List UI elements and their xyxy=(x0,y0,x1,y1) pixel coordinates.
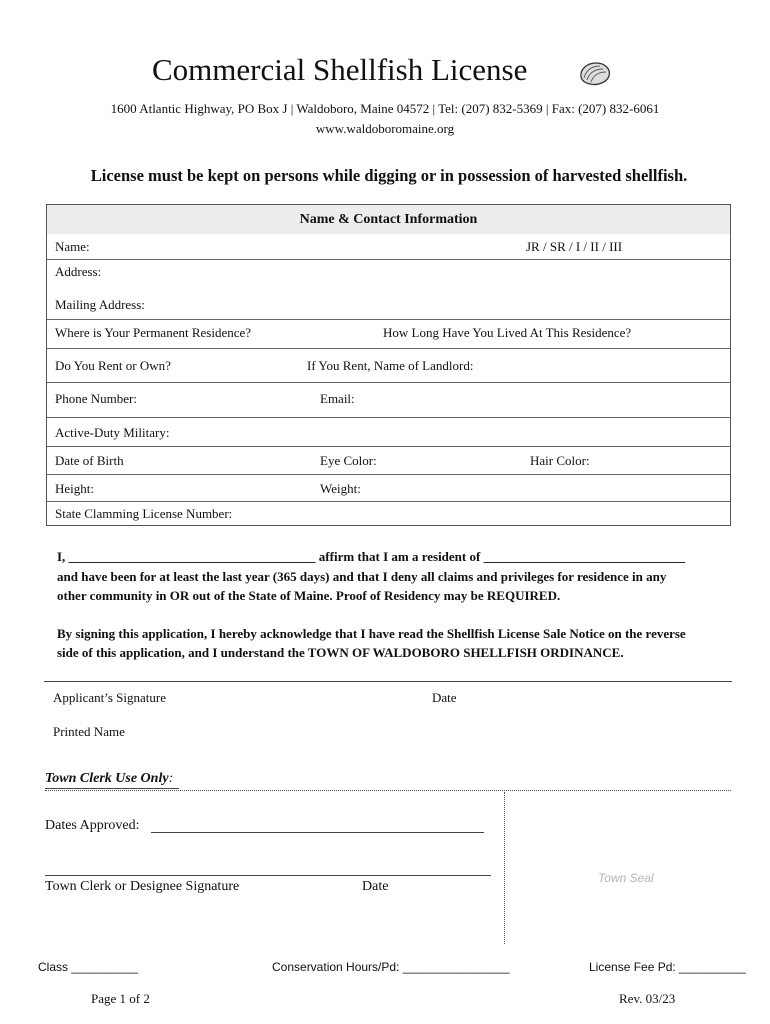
acknowledgement-line-2: side of this application, and I understand the TOWN OF WALDOBORO SHELLFISH ORDINANCE. xyxy=(57,645,624,660)
email-field[interactable]: Email: xyxy=(320,391,355,406)
mailing-address-field[interactable]: Mailing Address: xyxy=(55,297,145,312)
clerk-signature-line xyxy=(45,875,491,876)
class-field[interactable]: Class __________ xyxy=(38,960,139,974)
state-license-field[interactable]: State Clamming License Number: xyxy=(55,506,233,521)
residence-duration-field[interactable]: How Long Have You Lived At This Residence? xyxy=(383,325,632,340)
dates-approved-label[interactable]: Dates Approved: xyxy=(45,818,140,833)
phone-field[interactable]: Phone Number: xyxy=(55,391,137,406)
landlord-field[interactable]: If You Rent, Name of Landlord: xyxy=(307,358,474,373)
printed-name-label[interactable]: Printed Name xyxy=(53,724,125,739)
divider xyxy=(47,417,730,418)
shellfish-icon xyxy=(578,60,612,88)
conservation-hours-field[interactable]: Conservation Hours/Pd: ________________ xyxy=(272,960,510,974)
license-fee-field[interactable]: License Fee Pd: __________ xyxy=(589,960,746,974)
divider xyxy=(47,382,730,383)
clerk-heading-colon: : xyxy=(168,771,174,786)
license-warning: License must be kept on persons while digging or in possession of harvested shellfish. xyxy=(90,166,688,185)
page-number: Page 1 of 2 xyxy=(91,991,150,1006)
clerk-heading-text: Town Clerk Use Only xyxy=(45,771,169,786)
heading-underline xyxy=(45,788,179,789)
affirmation-line-1: I, ______________________________________ affirm that I am a resident of _______________________________ xyxy=(57,549,686,564)
dates-approved-line xyxy=(151,832,484,833)
affirmation-line-2: and have been for at least the last year (365 days) and that I deny all claims and privileges for residence in any xyxy=(57,569,667,584)
address-line: 1600 Atlantic Highway, PO Box J | Waldoboro, Maine 04572 | Tel: (207) 832-5369 | Fax: (207) 832-6061 xyxy=(110,101,660,116)
weight-field[interactable]: Weight: xyxy=(320,481,361,496)
divider xyxy=(47,501,730,502)
signature-date-label[interactable]: Date xyxy=(432,690,457,705)
dob-field[interactable]: Date of Birth xyxy=(55,453,124,468)
section-divider xyxy=(45,790,731,791)
section-heading: Name & Contact Information xyxy=(47,205,730,234)
revision: Rev. 03/23 xyxy=(619,991,676,1006)
height-field[interactable]: Height: xyxy=(55,481,94,496)
suffix-field[interactable]: JR / SR / I / II / III xyxy=(526,239,623,254)
name-field[interactable]: Name: xyxy=(55,239,90,254)
acknowledgement-line-1: By signing this application, I hereby acknowledge that I have read the Shellfish License Sale Notice on the reverse xyxy=(57,626,686,641)
applicant-signature-label[interactable]: Applicant’s Signature xyxy=(53,690,167,705)
divider xyxy=(47,348,730,349)
address-field[interactable]: Address: xyxy=(55,264,102,279)
page-title: Commercial Shellfish License xyxy=(152,52,528,87)
divider xyxy=(47,446,730,447)
contact-info-section xyxy=(46,204,731,526)
military-field[interactable]: Active-Duty Military: xyxy=(55,425,170,440)
seal-divider xyxy=(504,792,505,944)
rent-or-own-field[interactable]: Do You Rent or Own? xyxy=(55,358,171,373)
clerk-date-label[interactable]: Date xyxy=(362,879,389,894)
clerk-signature-label[interactable]: Town Clerk or Designee Signature xyxy=(45,879,240,894)
divider xyxy=(47,474,730,475)
town-seal-placeholder: Town Seal xyxy=(598,871,654,885)
divider xyxy=(47,259,730,260)
divider xyxy=(47,319,730,320)
affirmation-line-3: other community in OR out of the State of Maine. Proof of Residency may be REQUIRED. xyxy=(57,588,561,603)
website-link[interactable]: www.waldoboromaine.org xyxy=(315,121,455,136)
permanent-residence-field[interactable]: Where is Your Permanent Residence? xyxy=(55,325,252,340)
hair-color-field[interactable]: Hair Color: xyxy=(530,453,590,468)
eye-color-field[interactable]: Eye Color: xyxy=(320,453,377,468)
signature-line xyxy=(44,681,732,682)
clerk-heading xyxy=(45,771,173,787)
